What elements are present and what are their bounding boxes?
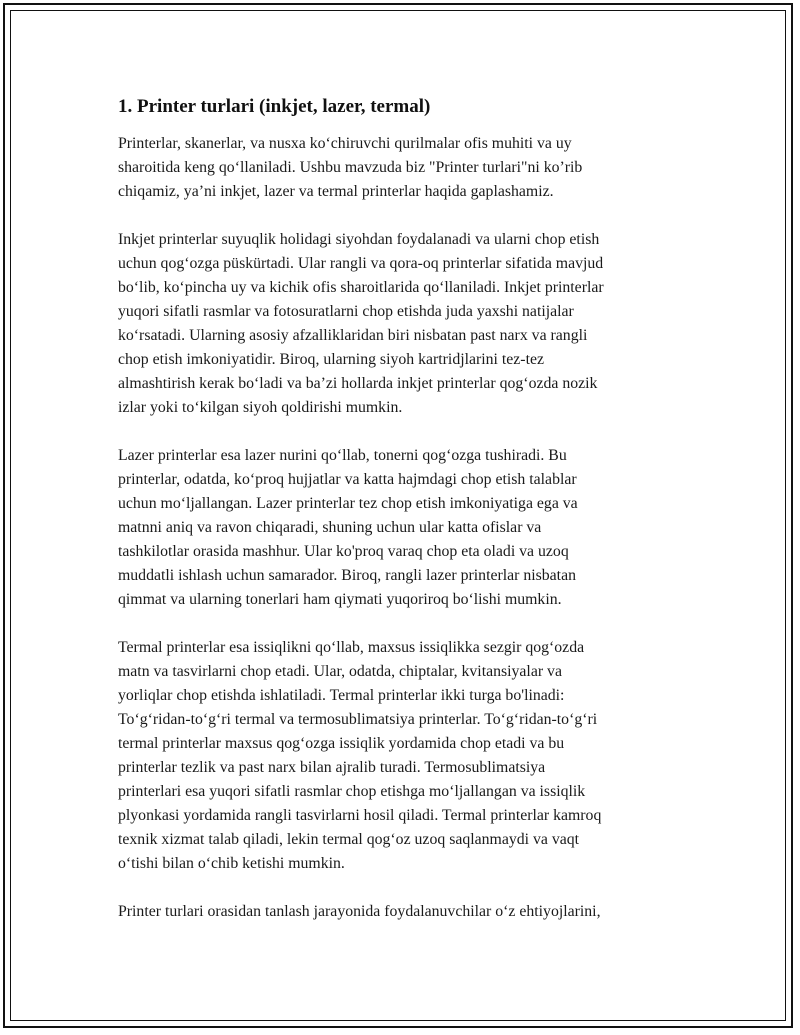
paragraph-thermal: Termal printerlar esa issiqlikni qo‘llab, maxsus issiqlikka sezgir qog‘ozda matn va tasvirlarni chop etadi. Ular, odatda, chiptalar, kvitansiyalar va yorliqlar chop etishda ishlatiladi. Termal printerlar ikki turga bo'linadi: To‘g‘ridan-to‘g‘ri termal va termosublimatsiya printerlar. To‘g‘ridan-to‘g‘ri termal printerlar maxsus qog‘ozga issiqlik yordamida chop etadi va bu printerlar tezlik va past narx bilan ajralib turadi. Termosublimatsiya printerlari esa yuqori sifatli rasmlar chop etishga mo‘ljallangan va issiqlik plyonkasi yordamida rangli tasvirlarni hosil qiladi. Termal printerlar kamroq texnik xizmat talab qiladi, lekin termal qog‘oz uzoq saqlanmaydi va vaqt o‘tishi bilan o‘chib ketishi mumkin. [118, 639, 602, 872]
paragraph-choosing: Printer turlari orasidan tanlash jarayonida foydalanuvchilar o‘z ehtiyojlarini, [118, 903, 601, 920]
paragraph-inkjet: Inkjet printerlar suyuqlik holidagi siyohdan foydalanadi va ularni chop etish uchun qog‘ozga püskürtadi. Ular rangli va qora-oq printerlar sifatida mavjud bo‘lib, ko‘pincha uy va kichik ofis sharoitlarida qo‘llaniladi. Inkjet printerlar yuqori sifatli rasmlar va fotosuratlarni chop etishda juda yaxshi natijalar ko‘rsatadi. Ularning asosiy afzalliklaridan biri nisbatan past narx va rangli chop etish imkoniyatidir. Biroq, ularning siyoh kartridjlarini tez-tez almashtirish kerak bo‘ladi va ba’zi hollarda inkjet printerlar qog‘ozda nozik izlar yoki to‘kilgan siyoh qoldirishi mumkin. [118, 231, 604, 416]
section-heading: 1. Printer turlari (inkjet, lazer, termal) [118, 96, 431, 117]
document-body [118, 96, 690, 948]
paragraph-intro: Printerlar, skanerlar, va nusxa ko‘chiruvchi qurilmalar ofis muhiti va uy sharoitida keng qo‘llaniladi. Ushbu mavzuda biz "Printer turlari"ni ko’rib chiqamiz, ya’ni inkjet, lazer va termal printerlar haqida gaplashamiz. [118, 135, 583, 200]
paragraph-laser: Lazer printerlar esa lazer nurini qo‘llab, tonerni qog‘ozga tushiradi. Bu printerlar, odatda, ko‘proq hujjatlar va katta hajmdagi chop etish talablar uchun mo‘ljallangan. Lazer printerlar tez chop etish imkoniyatiga ega va matnni aniq va ravon chiqaradi, shuning uchun ular katta ofislar va tashkilotlar orasida mashhur. Ular ko'proq varaq chop eta oladi va uzoq muddatli ishlash uchun samarador. Biroq, rangli lazer printerlar nisbatan qimmat va ularning tonerlari ham qiymati yuqoriroq bo‘lishi mumkin. [118, 447, 578, 608]
